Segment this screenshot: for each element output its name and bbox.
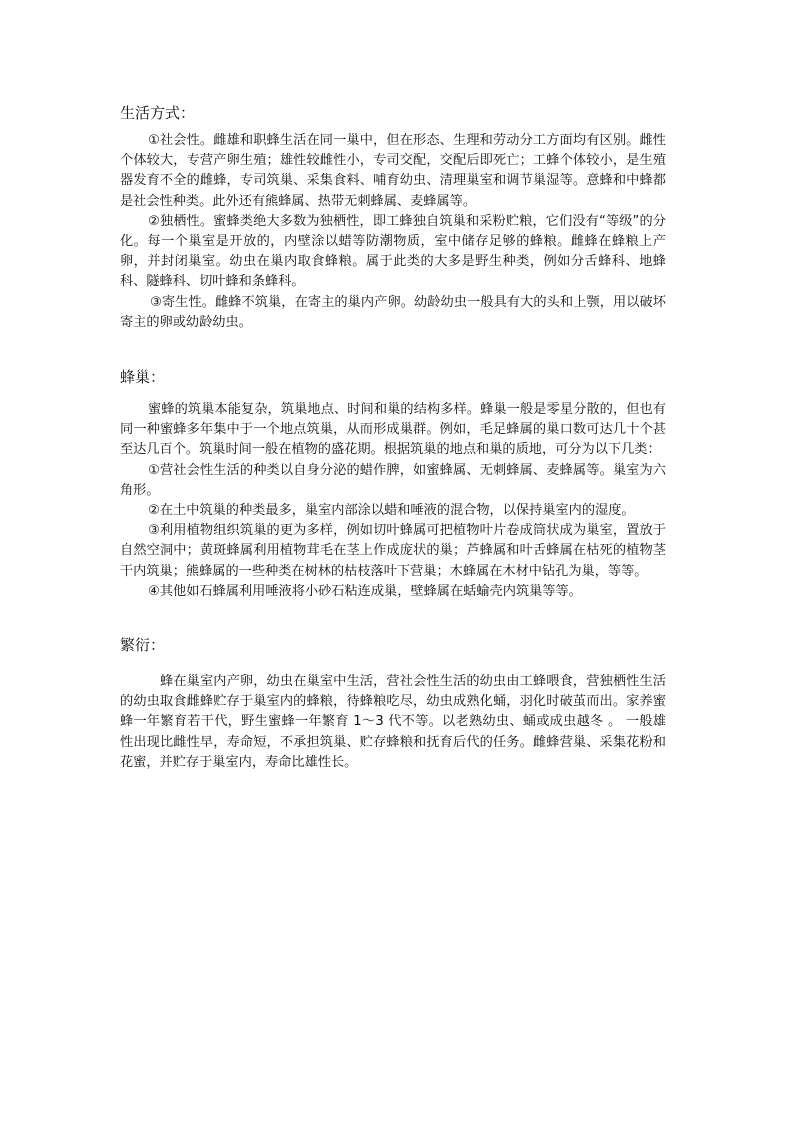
nest-paragraph-wax: ①营社会性生活的种类以自身分泌的蜡作脾，如蜜蜂属、无刺蜂属、麦蜂属等。巢室为六角形。 — [120, 462, 666, 498]
nest-paragraph-other: ④其他如石蜂属利用唾液将小砂石粘连成巢，壁蜂属在蛞蝓壳内筑巢等等。 — [148, 583, 582, 599]
section-reproduction — [120, 635, 666, 773]
document-body — [120, 103, 666, 773]
section-heading-nest: 蜂巢： — [120, 368, 166, 387]
lifestyle-paragraph-social: ①社会性。雌雄和职蜂生活在同一巢中，但在形态、生理和劳动分工方面均有区别。雌性个体较大，专营产卵生殖；雄性较雌性小，专司交配，交配后即死亡；工蜂个体较小，是生殖器发育不全的雌蜂，专司筑巢、采集食料、哺育幼虫、清理巢室和调节巢湿等。意蜂和中蜂都是社会性种类。此外还有熊蜂属、热带无刺蜂属、麦蜂属等。 — [120, 133, 666, 209]
nest-paragraph-intro: 蜜蜂的筑巢本能复杂，筑巢地点、时间和巢的结构多样。蜂巢一般是零星分散的，但也有同一种蜜蜂多年集中于一个地点筑巢，从而形成巢群。例如，毛足蜂属的巢口数可达几十个甚至达几百个。筑巢时间一般在植物的盛花期。根据筑巢的地点和巢的质地，可分为以下几类： — [120, 402, 666, 458]
section-heading-reproduction: 繁衍： — [120, 636, 166, 655]
nest-paragraph-plant: ③利用植物组织筑巢的更为多样，例如切叶蜂属可把植物叶片卷成筒状成为巢室，置放于自然空洞中；黄斑蜂属利用植物茸毛在茎上作成庞状的巢；芦蜂属和叶舌蜂属在枯死的植物茎干内筑巢；熊蜂属的一些种类在树林的枯枝落叶下营巢；木蜂属在木材中钻孔为巢，等等。 — [120, 523, 666, 579]
section-lifestyle — [120, 103, 666, 333]
section-nest — [120, 367, 666, 602]
reproduction-paragraph: 蜂在巢室内产卵，幼虫在巢室中生活，营社会性生活的幼虫由工蜂喂食，营独栖性生活的幼虫取食雌蜂贮存于巢室内的蜂粮，待蜂粮吃尽，幼虫成熟化蛹，羽化时破茧而出。家养蜜蜂一年繁育若干代，野生蜜蜂一年繁育 1～3 代不等。以老熟幼虫、蛹或成虫越冬 。 一般雄性出现比雌性早，寿命短，不承担筑巢、贮存蜂粮和抚育后代的任务。雌蜂营巢、采集花粉和花蜜，并贮存于巢室内，寿命比雄性长。 — [120, 674, 666, 770]
lifestyle-paragraph-solitary: ②独栖性。蜜蜂类绝大多数为独栖性，即工蜂独自筑巢和采粉贮粮，它们没有“等级”的分化。每一个巢室是开放的，内壁涂以蜡等防潮物质，室中储存足够的蜂粮。雌蜂在蜂粮上产卵，并封闭巢室。幼虫在巢内取食蜂粮。属于此类的大多是野生种类，例如分舌蜂科、地蜂科、隧蜂科、切叶蜂和条蜂科。 — [120, 213, 666, 290]
section-heading-lifestyle: 生活方式： — [120, 104, 196, 122]
lifestyle-paragraph-parasitic: ③寄生性。雌蜂不筑巢，在寄主的巢内产卵。幼龄幼虫一般具有大的头和上颚，用以破坏寄主的卵或幼龄幼虫。 — [120, 294, 666, 330]
nest-paragraph-soil: ②在土中筑巢的种类最多，巢室内部涂以蜡和唾液的混合物，以保持巢室内的湿度。 — [148, 503, 635, 519]
